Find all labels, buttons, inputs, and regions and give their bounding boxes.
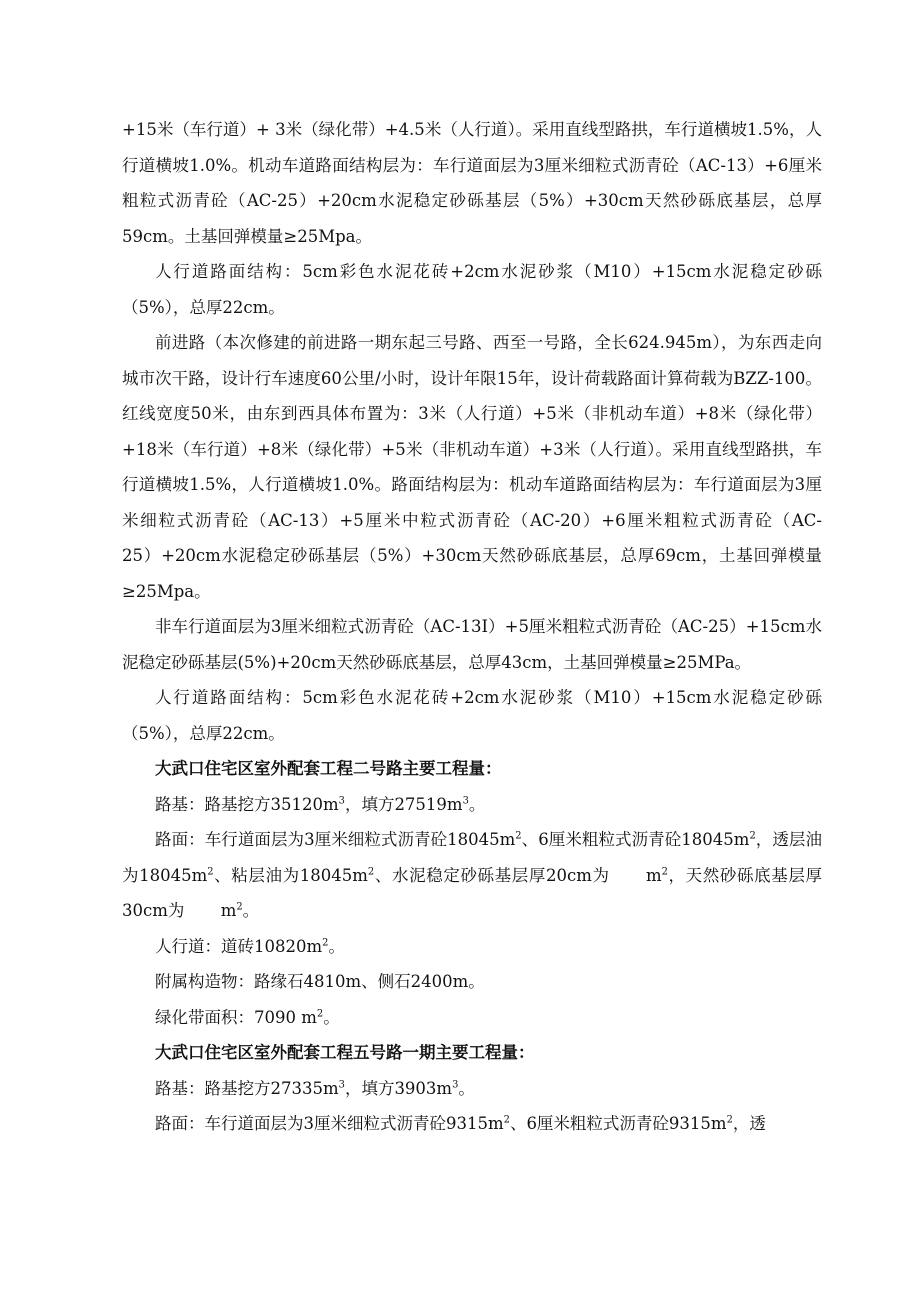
text-run: 。	[468, 794, 486, 814]
unit-exponent: 2	[726, 1114, 733, 1126]
text-run: 路面：车行道面层为3厘米细粒式沥青砼18045m	[155, 830, 516, 849]
text-run: m	[220, 901, 237, 920]
text-run: 附属构造物：路缘石4810m、侧石2400m。	[155, 972, 485, 991]
paragraph	[122, 112, 822, 254]
text-run: 大武口住宅区室外配套工程五号路一期主要工程量：	[155, 1043, 535, 1062]
unit-exponent: 2	[316, 1008, 324, 1019]
text-run: 绿化带面积：7090 m	[155, 1007, 317, 1027]
text-run: 路面：车行道面层为3厘米细粒式沥青砼9315m	[155, 1114, 504, 1133]
paragraph	[122, 822, 822, 929]
text-run: 。	[323, 1007, 340, 1027]
paragraph	[122, 609, 822, 680]
text-run: 、6厘米粗粒式沥青砼9315m	[509, 1114, 727, 1133]
text-run: 。	[242, 901, 260, 920]
text-run: +15米（车行道）+ 3米（绿化带）+4.5米（人行道）。采用直线型路拱，车行道横坡1.5%，人行道横坡1.0%。机动车道路面结构层为：车行道面层为3厘米细粒式沥青砼（AC-13）+6厘米粗粒式沥青砼（AC-25）+20cm水泥稳定砂砾基层（5%）+30cm天然砂砾底基层，总厚59cm。土基回弹模量≥25Mpa。	[122, 120, 822, 246]
unit-exponent: 2	[207, 866, 214, 877]
paragraph	[122, 787, 822, 823]
text-run: ，透层油为18045m	[122, 830, 822, 885]
text-run: ，天然砂砾底基层厚30cm为	[122, 865, 823, 920]
unit-exponent: 2	[749, 830, 756, 842]
text-run: 非车行道面层为3厘米细粒式沥青砼（AC-13I）+5厘米粗粒式沥青砼（AC-25）+15cm水泥稳定砂砾基层(5%)+20cm天然砂砾底基层，总厚43cm，土基回弹模量≥25MPa。	[122, 617, 822, 672]
paragraph	[122, 325, 822, 609]
section-heading	[122, 751, 822, 787]
paragraph	[122, 254, 822, 325]
text-run: m	[645, 865, 662, 885]
text-run: 大武口住宅区室外配套工程二号路主要工程量：	[155, 759, 502, 778]
paragraph	[122, 1071, 822, 1107]
text-run: ，填方27519m	[344, 794, 463, 814]
text-run: 人行道路面结构：5cm彩色水泥花砖+2cm水泥砂浆（M10）+15cm水泥稳定砂砾（5%），总厚22cm。	[122, 688, 822, 743]
section-heading	[122, 1035, 822, 1071]
text-run: ，填方3903m	[344, 1078, 453, 1098]
unit-exponent: 2	[236, 901, 243, 913]
unit-exponent: 3	[462, 795, 469, 806]
text-run: 路基：路基挖方35120m	[155, 794, 339, 814]
text-run: 前进路（本次修建的前进路一期东起三号路、西至一号路，全长624.945m），为东西走向城市次干路，设计行车速度60公里/小时，设计年限15年，设计荷载路面计算荷载为BZZ-100。红线宽度50米，由东到西具体布置为：3米（人行道）+5米（非机动车道）+8米（绿化带）+18米（车行道）+8米（绿化带）+5米（非机动车道）+3米（人行道）。采用直线型路拱，车行道横坡1.5%，人行道横坡1.0%。路面结构层为：机动车道路面结构层为：车行道面层为3厘米细粒式沥青砼（AC-13）+5厘米中粒式沥青砼（AC-20）+6厘米粗粒式沥青砼（AC-25）+20cm水泥稳定砂砾基层（5%）+30cm天然砂砾底基层，总厚69cm，土基回弹模量≥25Mpa。	[122, 333, 822, 601]
paragraph	[122, 929, 822, 965]
text-run: 、水泥稳定砂砾基层厚20cm为	[374, 865, 610, 885]
text-run: 路基：路基挖方27335m	[155, 1078, 339, 1098]
text-run: 。	[458, 1078, 475, 1098]
unit-exponent: 2	[367, 866, 375, 877]
paragraph	[122, 1106, 822, 1142]
paragraph	[122, 1000, 822, 1036]
document-body	[122, 112, 822, 1142]
text-run: 、6厘米粗粒式沥青砼18045m	[521, 830, 750, 849]
unit-exponent: 2	[515, 830, 522, 842]
text-run: 人行道路面结构：5cm彩色水泥花砖+2cm水泥砂浆（M10）+15cm水泥稳定砂砾（5%），总厚22cm。	[122, 262, 822, 317]
unit-exponent: 3	[338, 1079, 345, 1090]
unit-exponent: 2	[322, 937, 329, 948]
paragraph	[122, 964, 822, 1000]
text-run: ，透	[732, 1114, 766, 1133]
unit-exponent: 2	[661, 866, 668, 877]
text-run: 、粘层油为18045m	[213, 865, 368, 885]
unit-exponent: 3	[452, 1079, 459, 1090]
unit-exponent: 2	[503, 1114, 510, 1126]
text-run: 。	[328, 936, 345, 956]
paragraph	[122, 680, 822, 751]
text-run: 人行道：道砖10820m	[155, 936, 323, 956]
unit-exponent: 3	[338, 795, 345, 806]
